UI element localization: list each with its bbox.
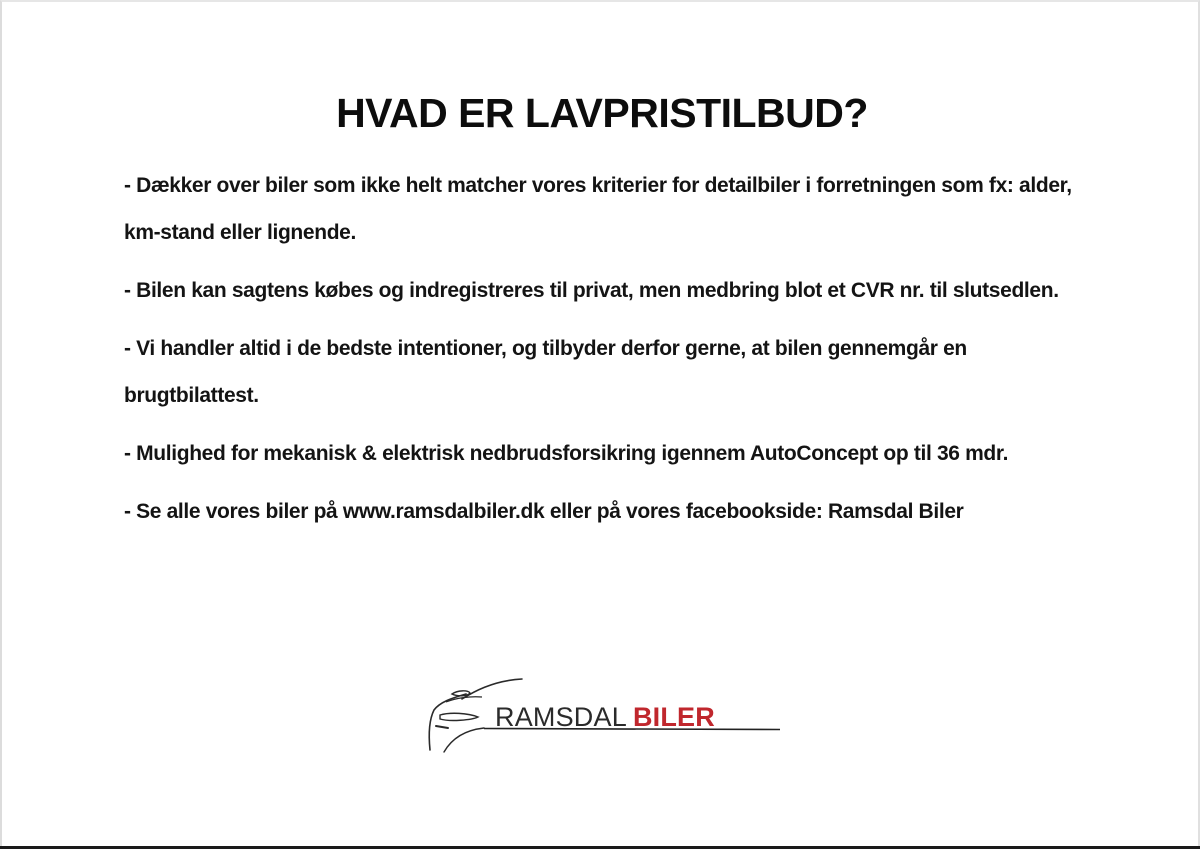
logo-word-biler: BILER (632, 702, 715, 732)
bullet-list (124, 162, 1094, 535)
bullet-item: - Dækker over biler som ikke helt matcher vores kriterier for detailbiler i forretningen som fx: alder, km-stand eller lignende. (124, 174, 1072, 244)
bullet-item: - Vi handler altid i de bedste intentioner, og tilbyder derfor gerne, at bilen gennemgår en brugtbilattest. (124, 337, 967, 407)
bullet-item: - Se alle vores biler på www.ramsdalbiler.dk eller på vores facebookside: Ramsdal Biler (124, 500, 964, 523)
ramsdal-biler-logo (422, 672, 792, 756)
bullet-item: - Bilen kan sagtens købes og indregistreres til privat, men medbring blot et CVR nr. til slutsedlen. (124, 279, 1059, 302)
logo-wordmark (495, 702, 715, 733)
page-title: HVAD ER LAVPRISTILBUD? (336, 90, 868, 136)
logo-word-ramsdal: RAMSDAL (495, 702, 627, 732)
bullet-item: - Mulighed for mekanisk & elektrisk nedbrudsforsikring igennem AutoConcept op til 36 mdr. (124, 442, 1009, 465)
